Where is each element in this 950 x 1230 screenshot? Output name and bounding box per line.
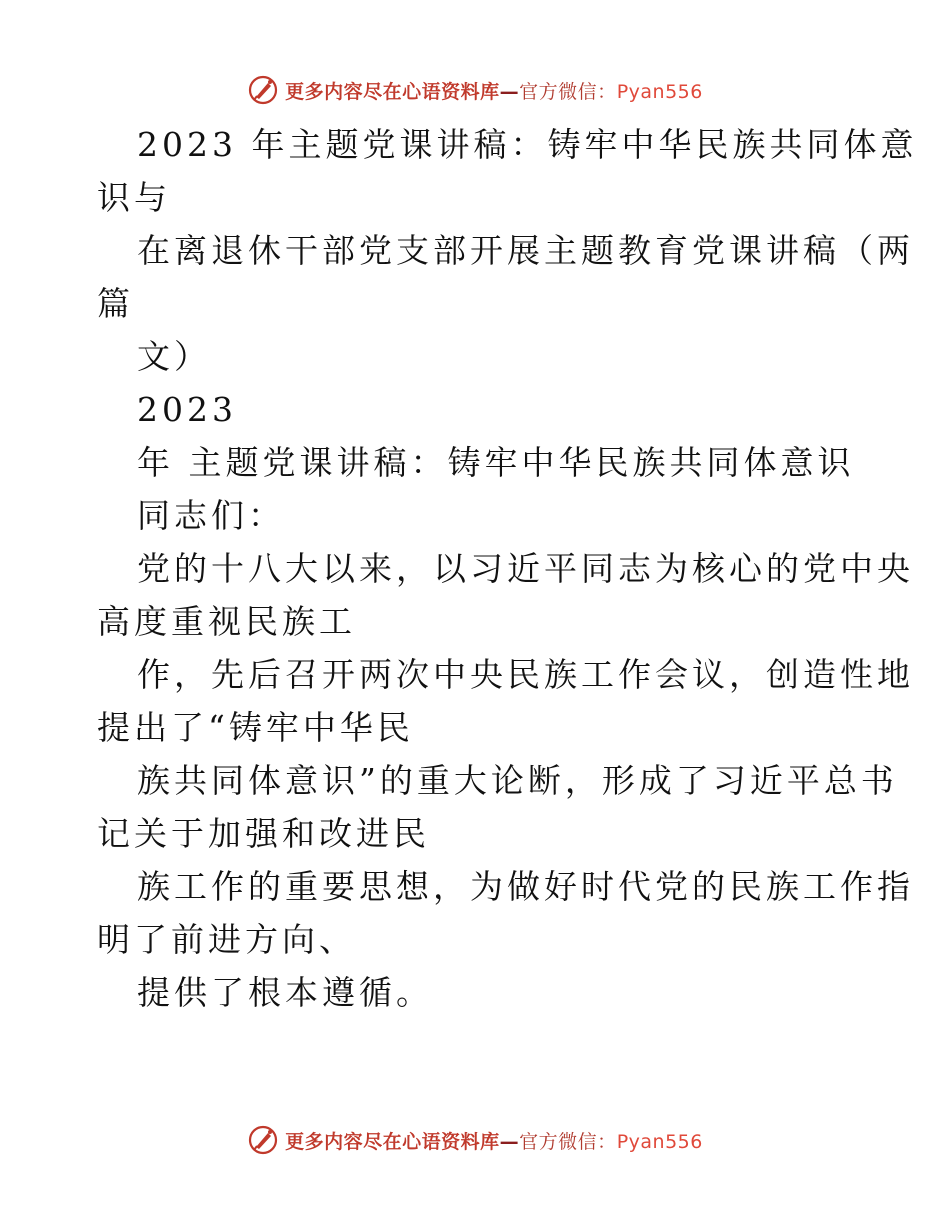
title-line-1: 2023 年主题党课讲稿：铸牢中华民族共同体意 [137,125,918,164]
title-line-5: 文） [137,337,211,376]
banner-wechat-id: Pyan556 [616,1130,703,1153]
paragraph-line: 记关于加强和改进民 [97,814,430,853]
header-banner [0,70,950,110]
banner-dash: — [499,1130,520,1153]
subtitle-line: 年 主题党课讲稿：铸牢中华民族共同体意识 [137,443,855,482]
title-line-2: 识与 [97,178,171,217]
paragraph-line: 作，先后召开两次中央民族工作会议，创造性地 [137,655,914,694]
banner-wechat-label: 官方微信： [519,1130,617,1153]
subtitle-year: 2023 [137,390,237,429]
salutation: 同志们： [137,496,285,535]
paragraph-line: 提出了“铸牢中华民 [97,708,414,747]
banner-wechat-label: 官方微信： [519,80,617,103]
quill-logo-icon [247,1124,279,1156]
paragraph-line: 提供了根本遵循。 [137,973,433,1012]
banner-dash: — [499,80,520,103]
title-line-3: 在离退休干部党支部开展主题教育党课讲稿（两 [137,231,914,270]
document-body [97,118,918,1019]
quill-logo-icon [247,74,279,106]
banner-brand-text: 更多内容尽在心语资料库 [285,80,500,103]
title-line-4: 篇 [97,284,134,323]
paragraph-line: 明了前进方向、 [97,920,356,959]
paragraph-line: 族共同体意识”的重大论断，形成了习近平总书 [137,761,898,800]
paragraph-line: 族工作的重要思想，为做好时代党的民族工作指 [137,867,914,906]
paragraph-line: 党的十八大以来，以习近平同志为核心的党中央 [137,549,914,588]
banner-brand-text: 更多内容尽在心语资料库 [285,1130,500,1153]
footer-banner [0,1120,950,1160]
paragraph-line: 高度重视民族工 [97,602,356,641]
banner-wechat-id: Pyan556 [616,80,703,103]
